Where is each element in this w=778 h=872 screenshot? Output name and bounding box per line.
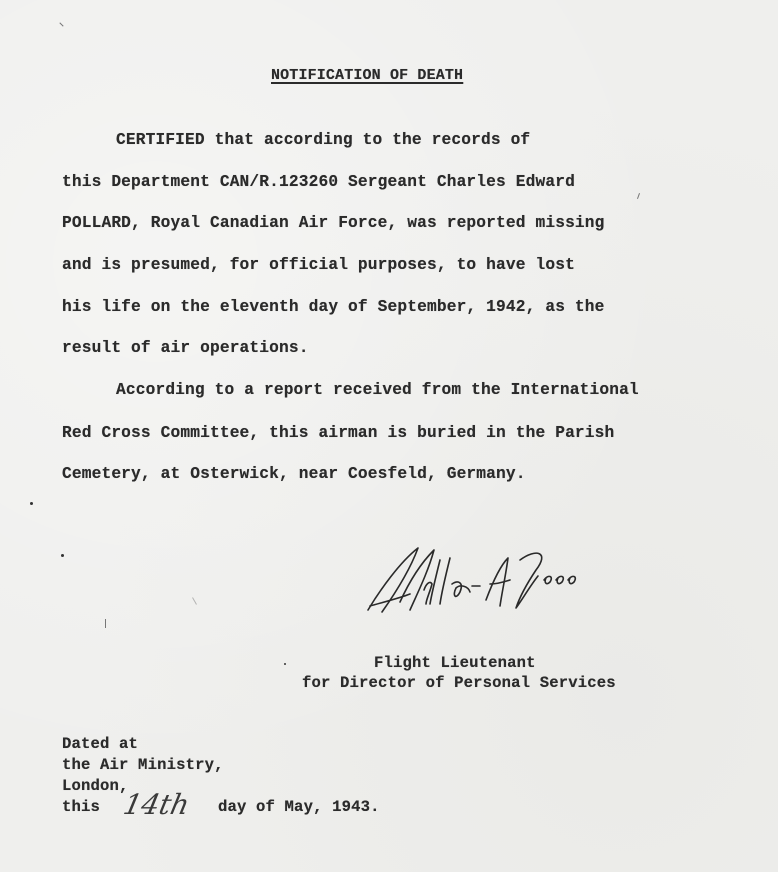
paragraph-2-line-3: Cemetery, at Osterwick, near Coesfeld, Germany. xyxy=(62,465,526,483)
dated-line-1: Dated at xyxy=(62,735,139,753)
paragraph-1-line-5: his life on the eleventh day of September, 1942, as the xyxy=(62,298,605,316)
dated-line-4-prefix: this xyxy=(62,798,101,816)
signature-image xyxy=(360,540,600,620)
dated-line-4-suffix: day of May, 1943. xyxy=(218,798,380,816)
document-title: NOTIFICATION OF DEATH xyxy=(271,67,464,84)
paper-mark xyxy=(105,619,106,628)
paragraph-2-line-2: Red Cross Committee, this airman is buried in the Parish xyxy=(62,424,615,442)
paragraph-1-line-3: POLLARD, Royal Canadian Air Force, was reported missing xyxy=(62,214,605,232)
paragraph-1-line-4: and is presumed, for official purposes, to have lost xyxy=(62,256,575,274)
paper-speck xyxy=(30,502,33,505)
paper-speck xyxy=(284,663,286,665)
paper-mark xyxy=(637,193,640,199)
dated-line-3: London, xyxy=(62,777,129,795)
dated-line-2: the Air Ministry, xyxy=(62,756,224,774)
handwritten-day: 14th xyxy=(120,788,193,821)
signatory-role: for Director of Personal Services xyxy=(302,674,616,692)
paper-speck xyxy=(61,554,64,557)
paragraph-1-line-2: this Department CAN/R.123260 Sergeant Charles Edward xyxy=(62,173,575,191)
signatory-rank: Flight Lieutenant xyxy=(374,654,536,672)
paragraph-1-line-6: result of air operations. xyxy=(62,339,309,357)
paper-mark xyxy=(192,597,197,604)
paragraph-2-line-1: According to a report received from the International xyxy=(116,381,639,399)
paper-mark xyxy=(59,22,63,26)
paragraph-1-line-1: CERTIFIED that according to the records of xyxy=(116,131,531,149)
